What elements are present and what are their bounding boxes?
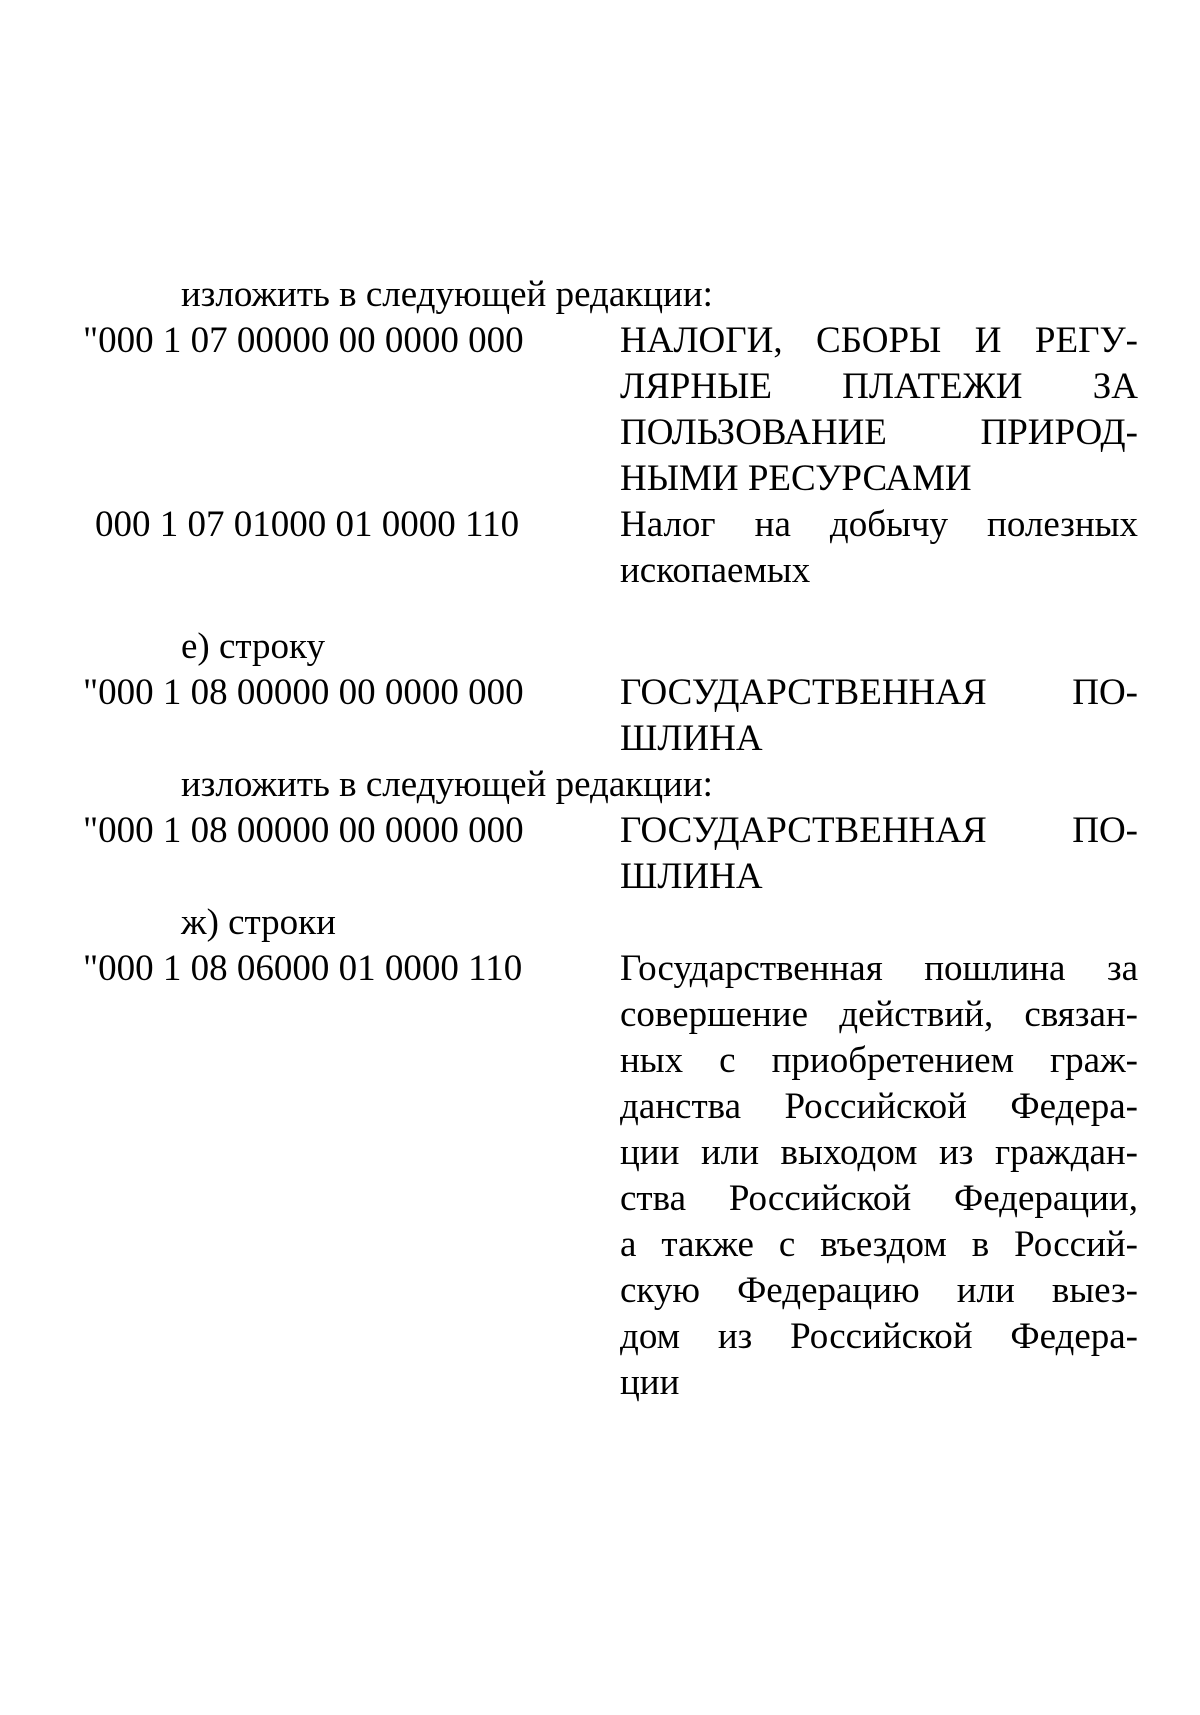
description-line: дом из Российской Федера- [620,1316,1138,1357]
code-description [620,502,1138,594]
budget-code: "000 1 07 00000 00 0000 000 [83,320,524,361]
description-line: данства Российской Федера- [620,1086,1138,1127]
description-line: совершение действий, связан- [620,994,1138,1035]
budget-code: "000 1 08 00000 00 0000 000 [83,672,524,713]
description-line: ГОСУДАРСТВЕННАЯ ПО- [620,810,1138,851]
description-line: Государственная пошлина за [620,948,1138,989]
code-description [620,670,1138,762]
instruction-text: ж) строки [181,902,336,943]
description-line: ПОЛЬЗОВАНИЕ ПРИРОД- [620,412,1138,453]
description-line: ции [620,1362,680,1403]
description-line: НАЛОГИ, СБОРЫ И РЕГУ- [620,320,1138,361]
description-line: ных с приобретением граж- [620,1040,1138,1081]
budget-code: "000 1 08 06000 01 0000 110 [83,948,523,989]
instruction-text: изложить в следующей редакции: [181,764,713,805]
description-line: ШЛИНА [620,718,763,759]
instruction-text: изложить в следующей редакции: [181,274,713,315]
description-line: ции или выходом из граждан- [620,1132,1138,1173]
description-line: ГОСУДАРСТВЕННАЯ ПО- [620,672,1138,713]
budget-code: 000 1 07 01000 01 0000 110 [95,504,520,545]
description-line: Налог на добычу полезных [620,504,1138,545]
code-description [620,946,1138,1406]
description-line: НЫМИ РЕСУРСАМИ [620,458,972,499]
description-line: скую Федерацию или выез- [620,1270,1138,1311]
description-line: ископаемых [620,550,811,591]
budget-code: "000 1 08 00000 00 0000 000 [83,810,524,851]
description-line: ШЛИНА [620,856,763,897]
description-line: ства Российской Федерации, [620,1178,1138,1219]
instruction-text: е) строку [181,626,325,667]
code-description [620,808,1138,900]
description-line: а также с въездом в Россий- [620,1224,1138,1265]
code-description [620,318,1138,502]
description-line: ЛЯРНЫЕ ПЛАТЕЖИ ЗА [620,366,1138,407]
